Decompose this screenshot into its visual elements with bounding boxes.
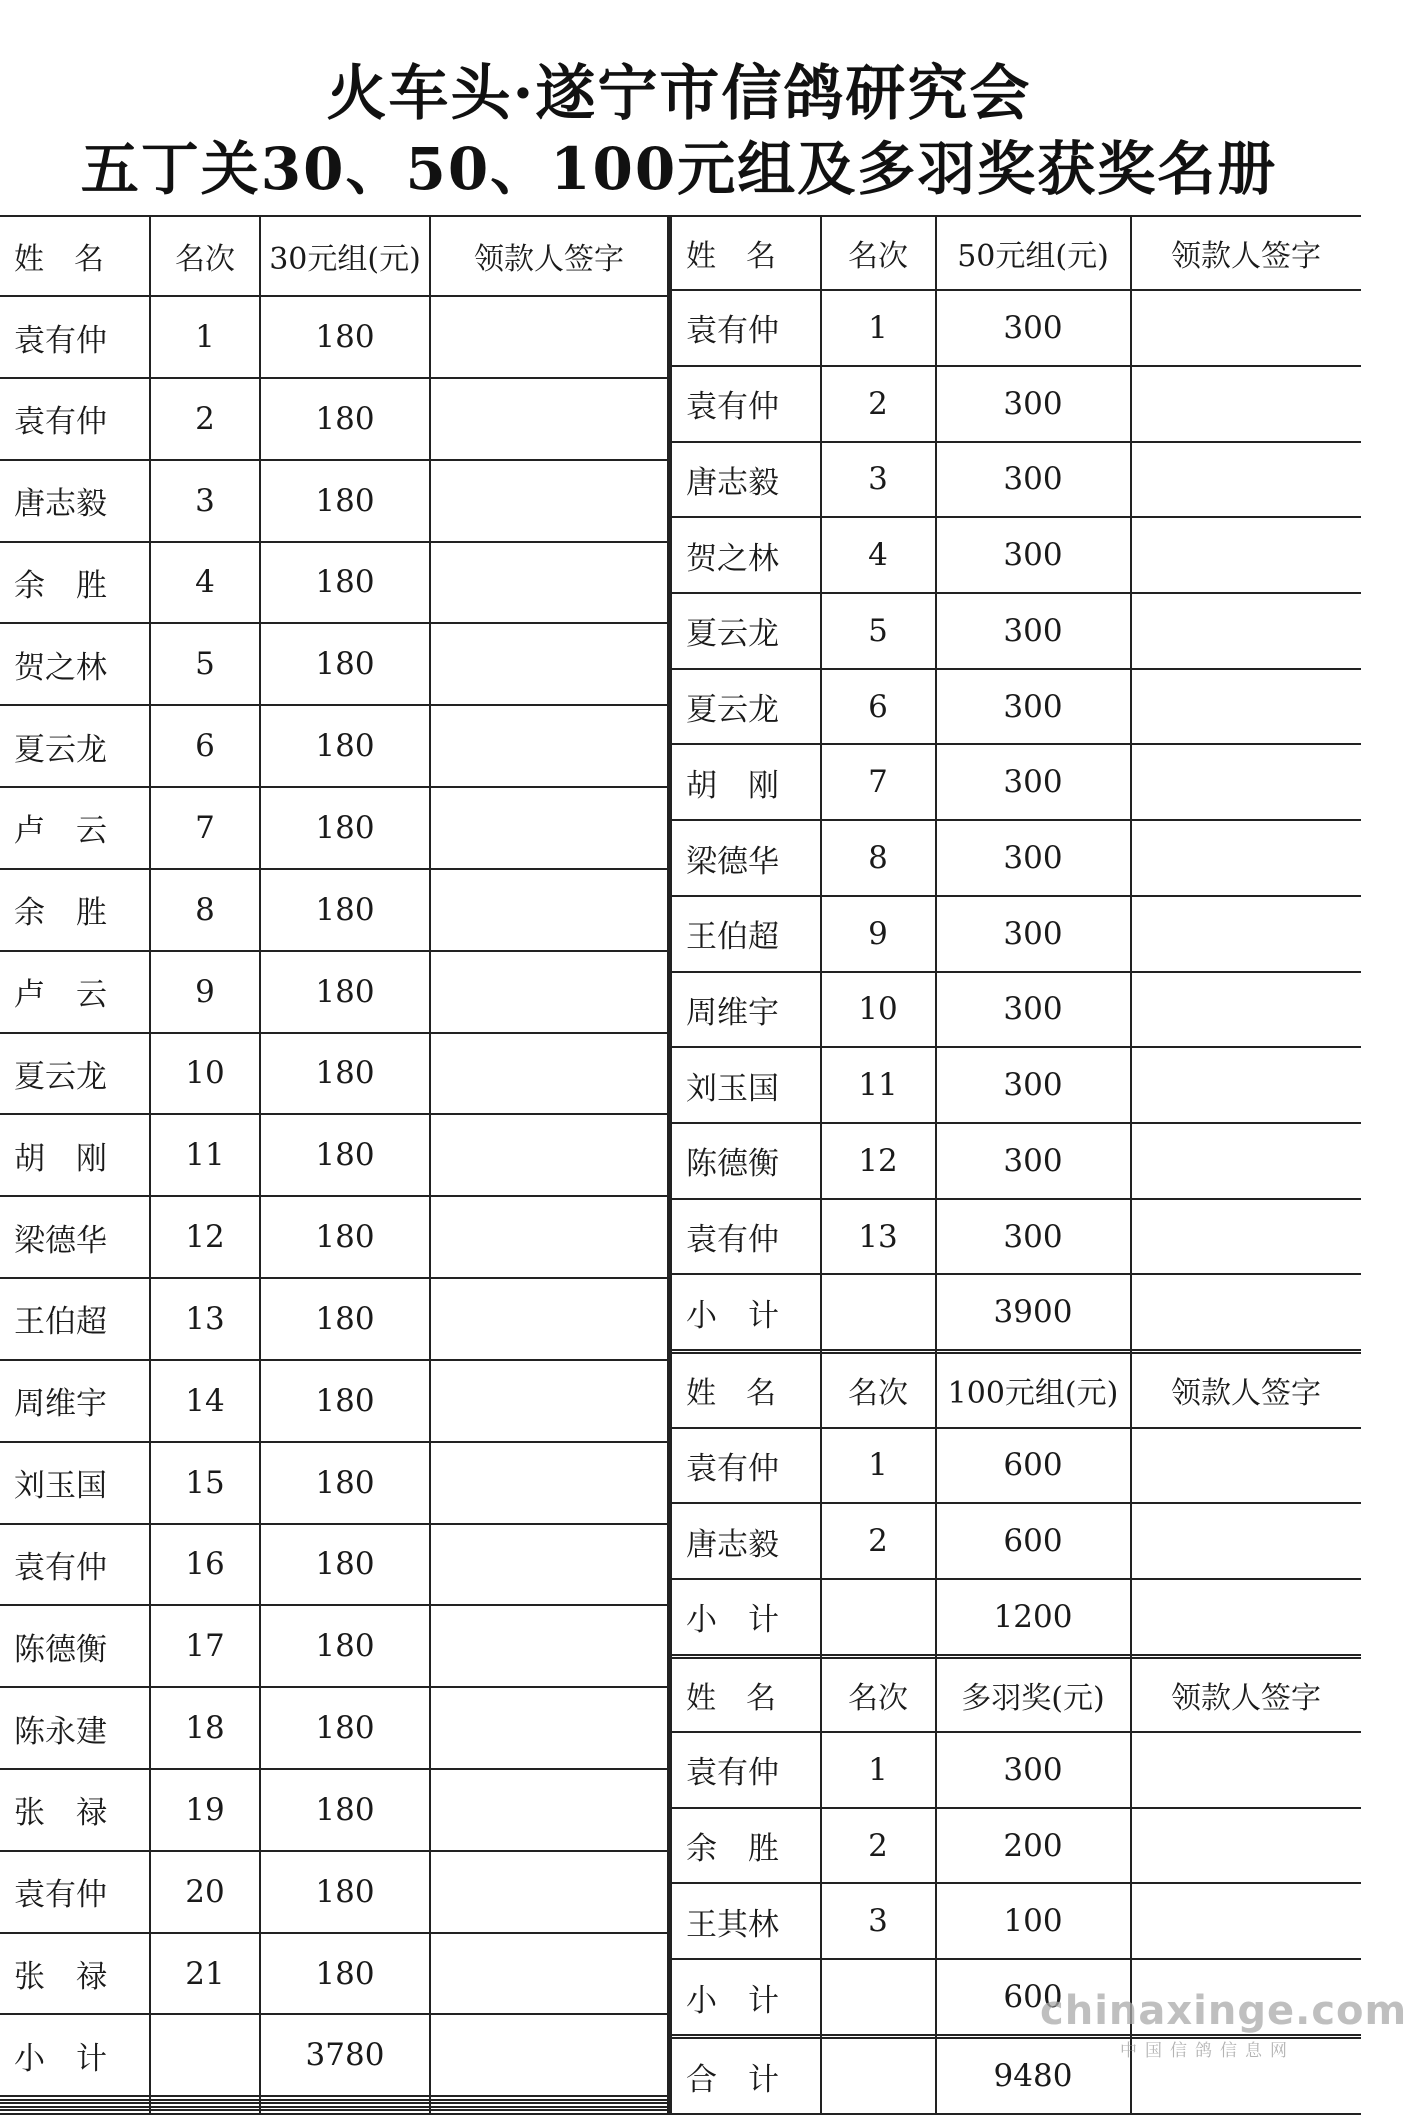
left-award-table	[0, 215, 669, 2115]
table-row	[0, 787, 668, 869]
table-row	[0, 1605, 668, 1687]
signature-cell	[1131, 896, 1361, 972]
amount-cell: 3780	[260, 2014, 430, 2096]
signature-cell	[430, 1851, 668, 1933]
name-cell: 贺之林	[671, 517, 821, 593]
table-header-row	[671, 216, 1361, 290]
amount-cell	[260, 2110, 430, 2114]
rank-cell: 2	[821, 1808, 936, 1884]
name-cell: 王伯超	[671, 896, 821, 972]
table-row	[671, 1428, 1361, 1504]
table-row	[671, 820, 1361, 896]
column-header: 100元组(元)	[936, 1353, 1131, 1427]
table-row	[671, 517, 1361, 593]
rank-cell: 4	[150, 542, 260, 624]
signature-cell	[430, 1687, 668, 1769]
amount-cell: 3900	[936, 1274, 1131, 1350]
rank-cell	[150, 2014, 260, 2096]
right-award-table	[669, 215, 1361, 2115]
signature-cell	[430, 1442, 668, 1524]
site-watermark: chinaxinge.com	[1040, 1988, 1407, 2034]
amount-cell: 180	[260, 1933, 430, 2015]
rank-cell	[821, 1579, 936, 1655]
column-header: 姓 名	[671, 1353, 821, 1427]
rank-cell: 12	[821, 1123, 936, 1199]
rank-cell: 21	[150, 1933, 260, 2015]
amount-cell: 600	[936, 1503, 1131, 1579]
table-row	[671, 1274, 1361, 1350]
name-cell: 胡 刚	[0, 1114, 150, 1196]
column-header: 多羽奖(元)	[936, 1658, 1131, 1732]
amount-cell: 300	[936, 1047, 1131, 1123]
rank-cell: 14	[150, 1360, 260, 1442]
column-header: 50元组(元)	[936, 216, 1131, 290]
name-cell: 袁有仲	[0, 378, 150, 460]
table-row	[0, 2110, 668, 2114]
signature-cell	[1131, 517, 1361, 593]
rank-cell: 7	[150, 787, 260, 869]
amount-cell: 180	[260, 1769, 430, 1851]
signature-cell	[1131, 1732, 1361, 1808]
column-header: 领款人签字	[1131, 1353, 1361, 1427]
name-cell: 周维宇	[0, 1360, 150, 1442]
rank-cell: 3	[821, 1883, 936, 1959]
signature-cell	[430, 2110, 668, 2114]
rank-cell: 10	[821, 972, 936, 1048]
amount-cell: 300	[936, 1123, 1131, 1199]
table-row	[671, 1808, 1361, 1884]
table-header-row	[0, 216, 668, 296]
table-row	[671, 366, 1361, 442]
table-header-row	[671, 1658, 1361, 1732]
column-header: 名次	[821, 216, 936, 290]
rank-cell: 17	[150, 1605, 260, 1687]
table-row	[0, 951, 668, 1033]
table-row	[0, 460, 668, 542]
signature-cell	[430, 1114, 668, 1196]
table-row	[671, 669, 1361, 745]
name-cell: 余 胜	[671, 1808, 821, 1884]
amount-cell: 180	[260, 1524, 430, 1606]
rank-cell: 5	[150, 623, 260, 705]
table-row	[0, 1033, 668, 1115]
rank-cell: 4	[821, 517, 936, 593]
name-cell	[0, 2110, 150, 2114]
signature-cell	[430, 378, 668, 460]
table-row	[671, 896, 1361, 972]
table-row	[0, 1769, 668, 1851]
signature-cell	[430, 296, 668, 378]
name-cell: 袁有仲	[671, 1199, 821, 1275]
award-sheet	[0, 215, 1358, 2115]
name-cell: 小 计	[0, 2014, 150, 2096]
rank-cell: 6	[821, 669, 936, 745]
amount-cell: 180	[260, 296, 430, 378]
table-row	[0, 623, 668, 705]
name-cell: 周维宇	[671, 972, 821, 1048]
column-header: 名次	[821, 1658, 936, 1732]
site-watermark-subtext: 中国信鸽信息网	[1120, 2041, 1295, 2061]
column-header: 领款人签字	[430, 216, 668, 296]
amount-cell: 180	[260, 1196, 430, 1278]
signature-cell	[1131, 1428, 1361, 1504]
name-cell: 唐志毅	[671, 1503, 821, 1579]
signature-cell	[1131, 1579, 1361, 1655]
amount-cell: 180	[260, 1114, 430, 1196]
table-row	[671, 1123, 1361, 1199]
name-cell: 唐志毅	[0, 460, 150, 542]
amount-cell: 300	[936, 366, 1131, 442]
name-cell: 陈德衡	[671, 1123, 821, 1199]
signature-cell	[430, 787, 668, 869]
amount-cell: 600	[936, 1959, 1131, 2035]
rank-cell: 7	[821, 744, 936, 820]
rank-cell: 8	[150, 869, 260, 951]
table-row	[671, 1579, 1361, 1655]
rank-cell: 11	[821, 1047, 936, 1123]
signature-cell	[1131, 593, 1361, 669]
table-row	[0, 296, 668, 378]
name-cell: 袁有仲	[0, 1524, 150, 1606]
amount-cell: 600	[936, 1428, 1131, 1504]
name-cell: 王其林	[671, 1883, 821, 1959]
amount-cell: 180	[260, 869, 430, 951]
rank-cell	[821, 1274, 936, 1350]
amount-cell: 180	[260, 1278, 430, 1360]
column-header: 姓 名	[0, 216, 150, 296]
amount-cell: 180	[260, 787, 430, 869]
table-row	[0, 542, 668, 624]
amount-cell: 300	[936, 896, 1131, 972]
table-row	[0, 1278, 668, 1360]
amount-cell: 300	[936, 972, 1131, 1048]
column-header: 领款人签字	[1131, 1658, 1361, 1732]
name-cell: 陈永建	[0, 1687, 150, 1769]
table-row	[671, 1199, 1361, 1275]
signature-cell	[430, 1196, 668, 1278]
amount-cell: 300	[936, 1732, 1131, 1808]
name-cell: 梁德华	[671, 820, 821, 896]
table-row	[0, 1933, 668, 2015]
name-cell: 余 胜	[0, 542, 150, 624]
signature-cell	[1131, 1123, 1361, 1199]
signature-cell	[1131, 366, 1361, 442]
rank-cell: 3	[821, 442, 936, 518]
signature-cell	[1131, 820, 1361, 896]
amount-cell: 180	[260, 460, 430, 542]
signature-cell	[430, 542, 668, 624]
rank-cell: 2	[150, 378, 260, 460]
amount-cell: 180	[260, 1033, 430, 1115]
signature-cell	[430, 705, 668, 787]
table-row	[0, 1114, 668, 1196]
table-row	[671, 290, 1361, 366]
amount-cell: 300	[936, 1199, 1131, 1275]
name-cell: 梁德华	[0, 1196, 150, 1278]
table-row	[0, 1687, 668, 1769]
rank-cell: 8	[821, 820, 936, 896]
rank-cell: 1	[821, 290, 936, 366]
name-cell: 王伯超	[0, 1278, 150, 1360]
table-row	[671, 744, 1361, 820]
amount-cell: 300	[936, 669, 1131, 745]
name-cell: 余 胜	[0, 869, 150, 951]
rank-cell: 5	[821, 593, 936, 669]
amount-cell: 300	[936, 820, 1131, 896]
amount-cell: 180	[260, 1360, 430, 1442]
document-title: 火车头·遂宁市信鸽研究会	[326, 59, 1032, 129]
amount-cell: 180	[260, 705, 430, 787]
table-row	[671, 1503, 1361, 1579]
rank-cell: 2	[821, 366, 936, 442]
column-header: 名次	[821, 1353, 936, 1427]
table-row	[0, 1360, 668, 1442]
amount-cell: 300	[936, 442, 1131, 518]
rank-cell: 13	[821, 1199, 936, 1275]
name-cell: 小 计	[671, 1579, 821, 1655]
rank-cell: 2	[821, 1503, 936, 1579]
signature-cell	[430, 1360, 668, 1442]
signature-cell	[1131, 972, 1361, 1048]
name-cell: 袁有仲	[671, 290, 821, 366]
column-header: 领款人签字	[1131, 216, 1361, 290]
rank-cell: 20	[150, 1851, 260, 1933]
name-cell: 袁有仲	[671, 1428, 821, 1504]
table-row	[0, 2014, 668, 2096]
signature-cell	[430, 623, 668, 705]
table-row	[0, 378, 668, 460]
name-cell: 袁有仲	[0, 1851, 150, 1933]
column-header: 名次	[150, 216, 260, 296]
rank-cell: 18	[150, 1687, 260, 1769]
signature-cell	[1131, 669, 1361, 745]
signature-cell	[430, 869, 668, 951]
table-header-row	[671, 1353, 1361, 1427]
name-cell: 夏云龙	[671, 669, 821, 745]
rank-cell: 10	[150, 1033, 260, 1115]
column-header: 姓 名	[671, 216, 821, 290]
signature-cell	[1131, 1808, 1361, 1884]
rank-cell: 19	[150, 1769, 260, 1851]
signature-cell	[1131, 1047, 1361, 1123]
rank-cell: 11	[150, 1114, 260, 1196]
amount-cell: 300	[936, 744, 1131, 820]
name-cell: 张 禄	[0, 1933, 150, 2015]
name-cell: 袁有仲	[671, 1732, 821, 1808]
amount-cell: 300	[936, 593, 1131, 669]
name-cell: 卢 云	[0, 951, 150, 1033]
rank-cell: 16	[150, 1524, 260, 1606]
amount-cell: 200	[936, 1808, 1131, 1884]
amount-cell: 180	[260, 1442, 430, 1524]
name-cell: 合 计	[671, 2038, 821, 2114]
name-cell: 陈德衡	[0, 1605, 150, 1687]
name-cell: 小 计	[671, 1959, 821, 2035]
table-row	[671, 442, 1361, 518]
signature-cell	[430, 2014, 668, 2096]
rank-cell: 1	[821, 1732, 936, 1808]
name-cell: 刘玉国	[671, 1047, 821, 1123]
table-row	[0, 1196, 668, 1278]
table-row	[671, 1047, 1361, 1123]
signature-cell	[430, 1524, 668, 1606]
rank-cell: 12	[150, 1196, 260, 1278]
signature-cell	[430, 1933, 668, 2015]
name-cell: 贺之林	[0, 623, 150, 705]
column-header: 姓 名	[671, 1658, 821, 1732]
signature-cell	[1131, 1503, 1361, 1579]
rank-cell: 1	[150, 296, 260, 378]
signature-cell	[1131, 290, 1361, 366]
amount-cell: 100	[936, 1883, 1131, 1959]
signature-cell	[1131, 1199, 1361, 1275]
rank-cell	[821, 2038, 936, 2114]
column-header: 30元组(元)	[260, 216, 430, 296]
name-cell: 夏云龙	[0, 705, 150, 787]
name-cell: 唐志毅	[671, 442, 821, 518]
name-cell: 小 计	[671, 1274, 821, 1350]
rank-cell: 9	[150, 951, 260, 1033]
amount-cell: 180	[260, 1687, 430, 1769]
name-cell: 胡 刚	[671, 744, 821, 820]
name-cell: 刘玉国	[0, 1442, 150, 1524]
signature-cell	[430, 951, 668, 1033]
rank-cell: 13	[150, 1278, 260, 1360]
signature-cell	[1131, 744, 1361, 820]
table-row	[671, 1883, 1361, 1959]
amount-cell: 180	[260, 542, 430, 624]
signature-cell	[1131, 1883, 1361, 1959]
amount-cell: 300	[936, 517, 1131, 593]
signature-cell	[1131, 1274, 1361, 1350]
name-cell: 夏云龙	[0, 1033, 150, 1115]
signature-cell	[430, 1033, 668, 1115]
signature-cell	[430, 1769, 668, 1851]
table-row	[0, 1442, 668, 1524]
amount-cell: 180	[260, 1851, 430, 1933]
rank-cell	[150, 2110, 260, 2114]
amount-cell: 180	[260, 623, 430, 705]
name-cell: 袁有仲	[671, 366, 821, 442]
signature-cell	[1131, 442, 1361, 518]
amount-cell: 1200	[936, 1579, 1131, 1655]
table-row	[0, 1524, 668, 1606]
table-row	[0, 1851, 668, 1933]
table-row	[0, 705, 668, 787]
rank-cell: 1	[821, 1428, 936, 1504]
document-subtitle: 五丁关30、50、100元组及多羽奖获奖名册	[80, 135, 1278, 203]
name-cell: 卢 云	[0, 787, 150, 869]
table-row	[0, 869, 668, 951]
signature-cell	[430, 1278, 668, 1360]
amount-cell: 180	[260, 378, 430, 460]
table-row	[671, 1732, 1361, 1808]
signature-cell	[430, 460, 668, 542]
table-row	[671, 972, 1361, 1048]
table-row	[671, 593, 1361, 669]
rank-cell: 15	[150, 1442, 260, 1524]
name-cell: 张 禄	[0, 1769, 150, 1851]
rank-cell: 9	[821, 896, 936, 972]
amount-cell: 180	[260, 951, 430, 1033]
rank-cell: 3	[150, 460, 260, 542]
rank-cell	[821, 1959, 936, 2035]
name-cell: 夏云龙	[671, 593, 821, 669]
name-cell: 袁有仲	[0, 296, 150, 378]
amount-cell: 300	[936, 290, 1131, 366]
rank-cell: 6	[150, 705, 260, 787]
amount-cell: 9480	[936, 2038, 1131, 2114]
signature-cell	[430, 1605, 668, 1687]
amount-cell: 180	[260, 1605, 430, 1687]
